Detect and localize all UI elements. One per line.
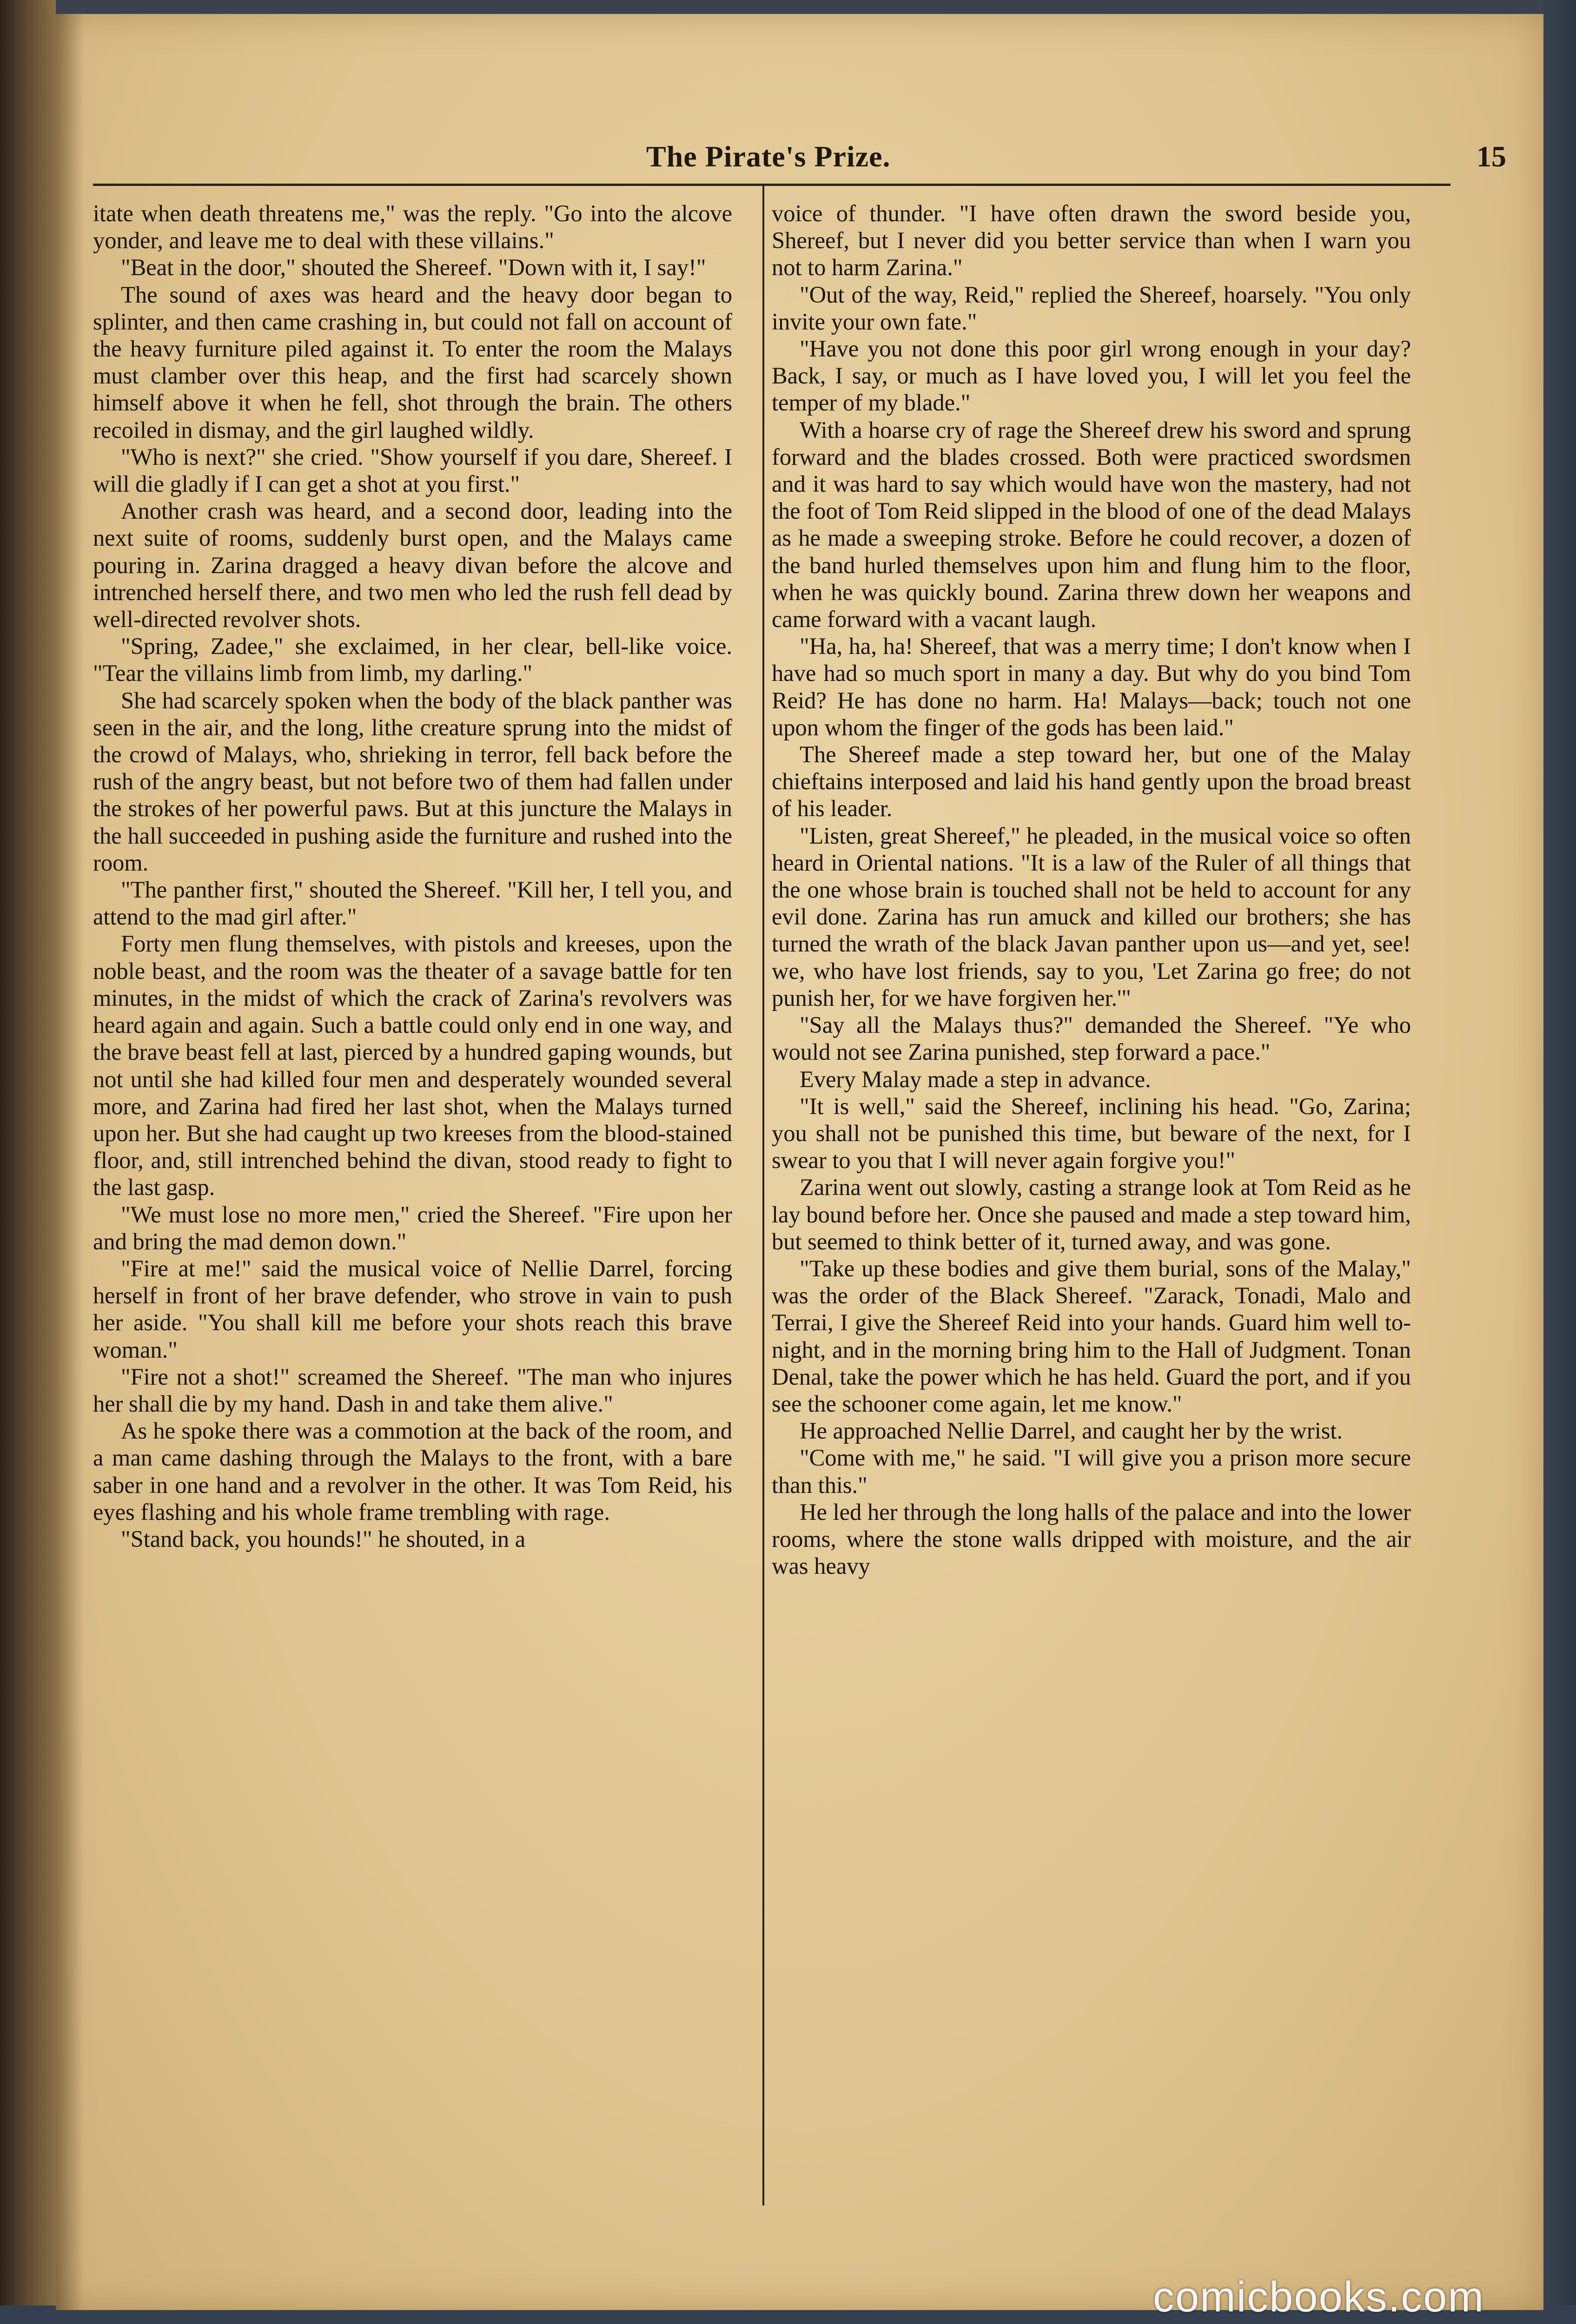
paragraph: "Ha, ha, ha! Shereef, that was a merry time; I don't know when I have had so much sport in many a day. But why do you bind Tom Reid? He has done no harm. Ha! Malays—back; touch not one upon whom the finger of the gods has been laid." bbox=[772, 633, 1411, 740]
paragraph: Another crash was heard, and a second door, leading into the next suite of rooms, suddenly burst open, and the Malays came pouring in. Zarina dragged a heavy divan before the alcove and intrenched herself there, and two men who led the rush fell dead by well-directed revolver shots. bbox=[93, 498, 732, 633]
binding-edge bbox=[0, 0, 56, 2324]
paragraph: "Fire at me!" said the musical voice of Nellie Darrel, forcing herself in front of her brave defender, who strove in vain to push her aside. "You shall kill me before your shots reach this brave woman." bbox=[93, 1255, 732, 1363]
page-header bbox=[56, 139, 1543, 191]
spine-shadow bbox=[56, 14, 84, 2310]
paragraph: The sound of axes was heard and the heavy door began to splinter, and then came crashing in, but could not fall on account of the heavy furniture piled against it. To enter the room the Malays must clamber over this heap, and the first had scarcely shown himself above it when he fell, shot through the brain. The others recoiled in dismay, and the girl laughed wildly. bbox=[93, 281, 732, 443]
paragraph: "It is well," said the Shereef, inclining his head. "Go, Zarina; you shall not be punished this time, but beware of the next, for I swear to you that I will never again forgive you!" bbox=[772, 1093, 1411, 1174]
paragraph: "Who is next?" she cried. "Show yourself if you dare, Shereef. I will die gladly if I can get a shot at you first." bbox=[93, 443, 732, 497]
paragraph: "Stand back, you hounds!" he shouted, in a bbox=[121, 1525, 526, 1552]
paragraph: "Fire not a shot!" screamed the Shereef. "The man who injures her shall die by my hand. Dash in and take them alive." bbox=[93, 1363, 732, 1417]
paragraph: "Take up these bodies and give them burial, sons of the Malay," was the order of the Black Shereef. "Zarack, Tonadi, Malo and Terrai, I give the Shereef Reid into your hands. Guard him well to-night, and in the morning bring him to the Hall of Judgment. Tonan Denal, take the power which he has held. Guard the port, and if you see the schooner come again, let me know." bbox=[772, 1255, 1411, 1417]
paragraph: The Shereef made a step toward her, but one of the Malay chieftains interposed and laid his hand gently upon the broad breast of his leader. bbox=[772, 741, 1411, 822]
paragraph: Forty men flung themselves, with pistols and kreeses, upon the noble beast, and the room was the theater of a savage battle for ten minutes, in the midst of which the crack of Zarina's revolvers was heard again and again. Such a battle could only end in one way, and the brave beast fell at last, pierced by a hundred gaping wounds, but not until she had killed four men and desperately wounded several more, and Zarina had fired her last shot, when the Malays turned upon her. But she had caught up two kreeses from the blood-stained floor, and, still intrenched behind the divan, stood ready to fight to the last gasp. bbox=[93, 931, 732, 1201]
column-divider bbox=[762, 186, 764, 2205]
paragraph: As he spoke there was a commotion at the back of the room, and a man came dashing through the Malays to the front, with a bare saber in one hand and a revolver in the other. It was Tom Reid, his eyes flashing and his whole frame trembling with rage. bbox=[93, 1418, 732, 1525]
paragraph: "The panther first," shouted the Shereef. "Kill her, I tell you, and attend to the mad girl after." bbox=[93, 877, 732, 930]
right-column bbox=[772, 200, 1411, 2215]
paragraph: "Out of the way, Reid," replied the Shereef, hoarsely. "You only invite your own fate." bbox=[772, 281, 1411, 335]
paragraph: "We must lose no more men," cried the Shereef. "Fire upon her and bring the mad demon down." bbox=[93, 1201, 732, 1254]
paragraph: She had scarcely spoken when the body of the black panther was seen in the air, and the long, lithe creature sprung into the midst of the crowd of Malays, who, shrieking in terror, fell back before the rush of the angry beast, but not before two of them had fallen under the strokes of her powerful paws. But at this juncture the Malays in the hall succeeded in pushing aside the furniture and rushed into the room. bbox=[93, 687, 732, 876]
paragraph: itate when death threatens me," was the reply. "Go into the alcove yonder, and leave me to deal with these villains." bbox=[93, 200, 732, 254]
paragraph: "Listen, great Shereef," he pleaded, in the musical voice so often heard in Oriental nations. "It is a law of the Ruler of all things that the one whose brain is touched shall not be held to account for any evil done. Zarina has run amuck and killed our brothers; she has turned the wrath of the black Javan panther upon us—and yet, see! we, who have lost friends, say to you, 'Let Zarina go free; do not punish her, for we have forgiven her.'" bbox=[772, 822, 1411, 1011]
paragraph: He led her through the long halls of the palace and into the lower rooms, where the stone walls dripped with moisture, and the air was heavy bbox=[772, 1499, 1411, 1579]
paragraph: With a hoarse cry of rage the Shereef drew his sword and sprung forward and the blades crossed. Both were practiced swordsmen and it was hard to say which would have won the mastery, had not the foot of Tom Reid slipped in the blood of one of the dead Malays as he made a sweeping stroke. Before he could recover, a dozen of the band hurled themselves upon him and flung him to the floor, when he was quickly bound. Zarina threw down her weapons and came forward with a vacant laugh. bbox=[772, 416, 1411, 633]
paragraph: Zarina went out slowly, casting a strange look at Tom Reid as he lay bound before her. Once she paused and made a step toward him, but seemed to think better of it, turned away, and was gone. bbox=[772, 1174, 1411, 1254]
page-number: 15 bbox=[1477, 140, 1506, 173]
watermark: comicbooks.com bbox=[1153, 2273, 1485, 2321]
paragraph: "Come with me," he said. "I will give you a prison more secure than this." bbox=[772, 1445, 1411, 1498]
paragraph: "Say all the Malays thus?" demanded the Shereef. "Ye who would not see Zarina punished, step forward a pace." bbox=[772, 1012, 1411, 1065]
paragraph: He approached Nellie Darrel, and caught her by the wrist. bbox=[800, 1418, 1343, 1444]
running-title: The Pirate's Prize. bbox=[646, 140, 891, 173]
paragraph: Every Malay made a step in advance. bbox=[800, 1066, 1151, 1092]
paragraph: "Have you not done this poor girl wrong enough in your day? Back, I say, or much as I have loved you, I will let you feel the temper of my blade." bbox=[772, 336, 1411, 416]
paragraph: "Beat in the door," shouted the Shereef. "Down with it, I say!" bbox=[121, 254, 706, 281]
paragraph: "Spring, Zadee," she exclaimed, in her clear, bell-like voice. "Tear the villains limb from limb, my darling." bbox=[93, 633, 732, 687]
paragraph: voice of thunder. "I have often drawn the sword beside you, Shereef, but I never did you better service than when I warn you not to harm Zarina." bbox=[772, 200, 1411, 281]
left-column bbox=[93, 200, 732, 2215]
header-rule bbox=[93, 184, 1450, 186]
background-right bbox=[1539, 0, 1576, 2324]
